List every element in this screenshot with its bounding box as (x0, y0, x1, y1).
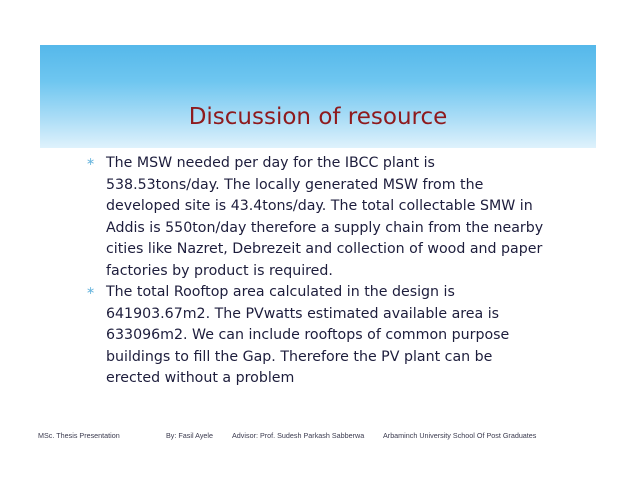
footer-presentation: MSc. Thesis Presentation (38, 431, 120, 440)
footer-advisor: Advisor: Prof. Sudesh Parkash Sabberwa (232, 431, 365, 440)
footer-author: By: Fasil Ayele (166, 431, 214, 440)
bullet-icon: ∗ (86, 284, 96, 297)
bullet-icon: ∗ (86, 155, 96, 168)
slide-footer (38, 431, 598, 445)
bullet-text: The MSW needed per day for the IBCC plant is 538.53tons/day. The locally generated MSW from the developed site is 43.4tons/day. The total collectable SMW in Addis is 550ton/day therefore a supply chain from the nearby cities like Nazret, Debrezeit and collection of wood and paper factories by product is required. (106, 155, 544, 279)
header-band (40, 45, 596, 148)
bullet-item (86, 152, 546, 281)
footer-school: Arbaminch University School Of Post Graduates (383, 431, 537, 440)
bullet-item (86, 281, 546, 389)
slide-title: Discussion of resource (188, 104, 448, 130)
bullet-text: The total Rooftop area calculated in the design is 641903.67m2. The PVwatts estimated available area is 633096m2. We can include rooftops of common purpose buildings to fill the Gap. Therefore the PV plant can be erected without a problem (106, 284, 510, 386)
bullet-list (86, 152, 546, 389)
